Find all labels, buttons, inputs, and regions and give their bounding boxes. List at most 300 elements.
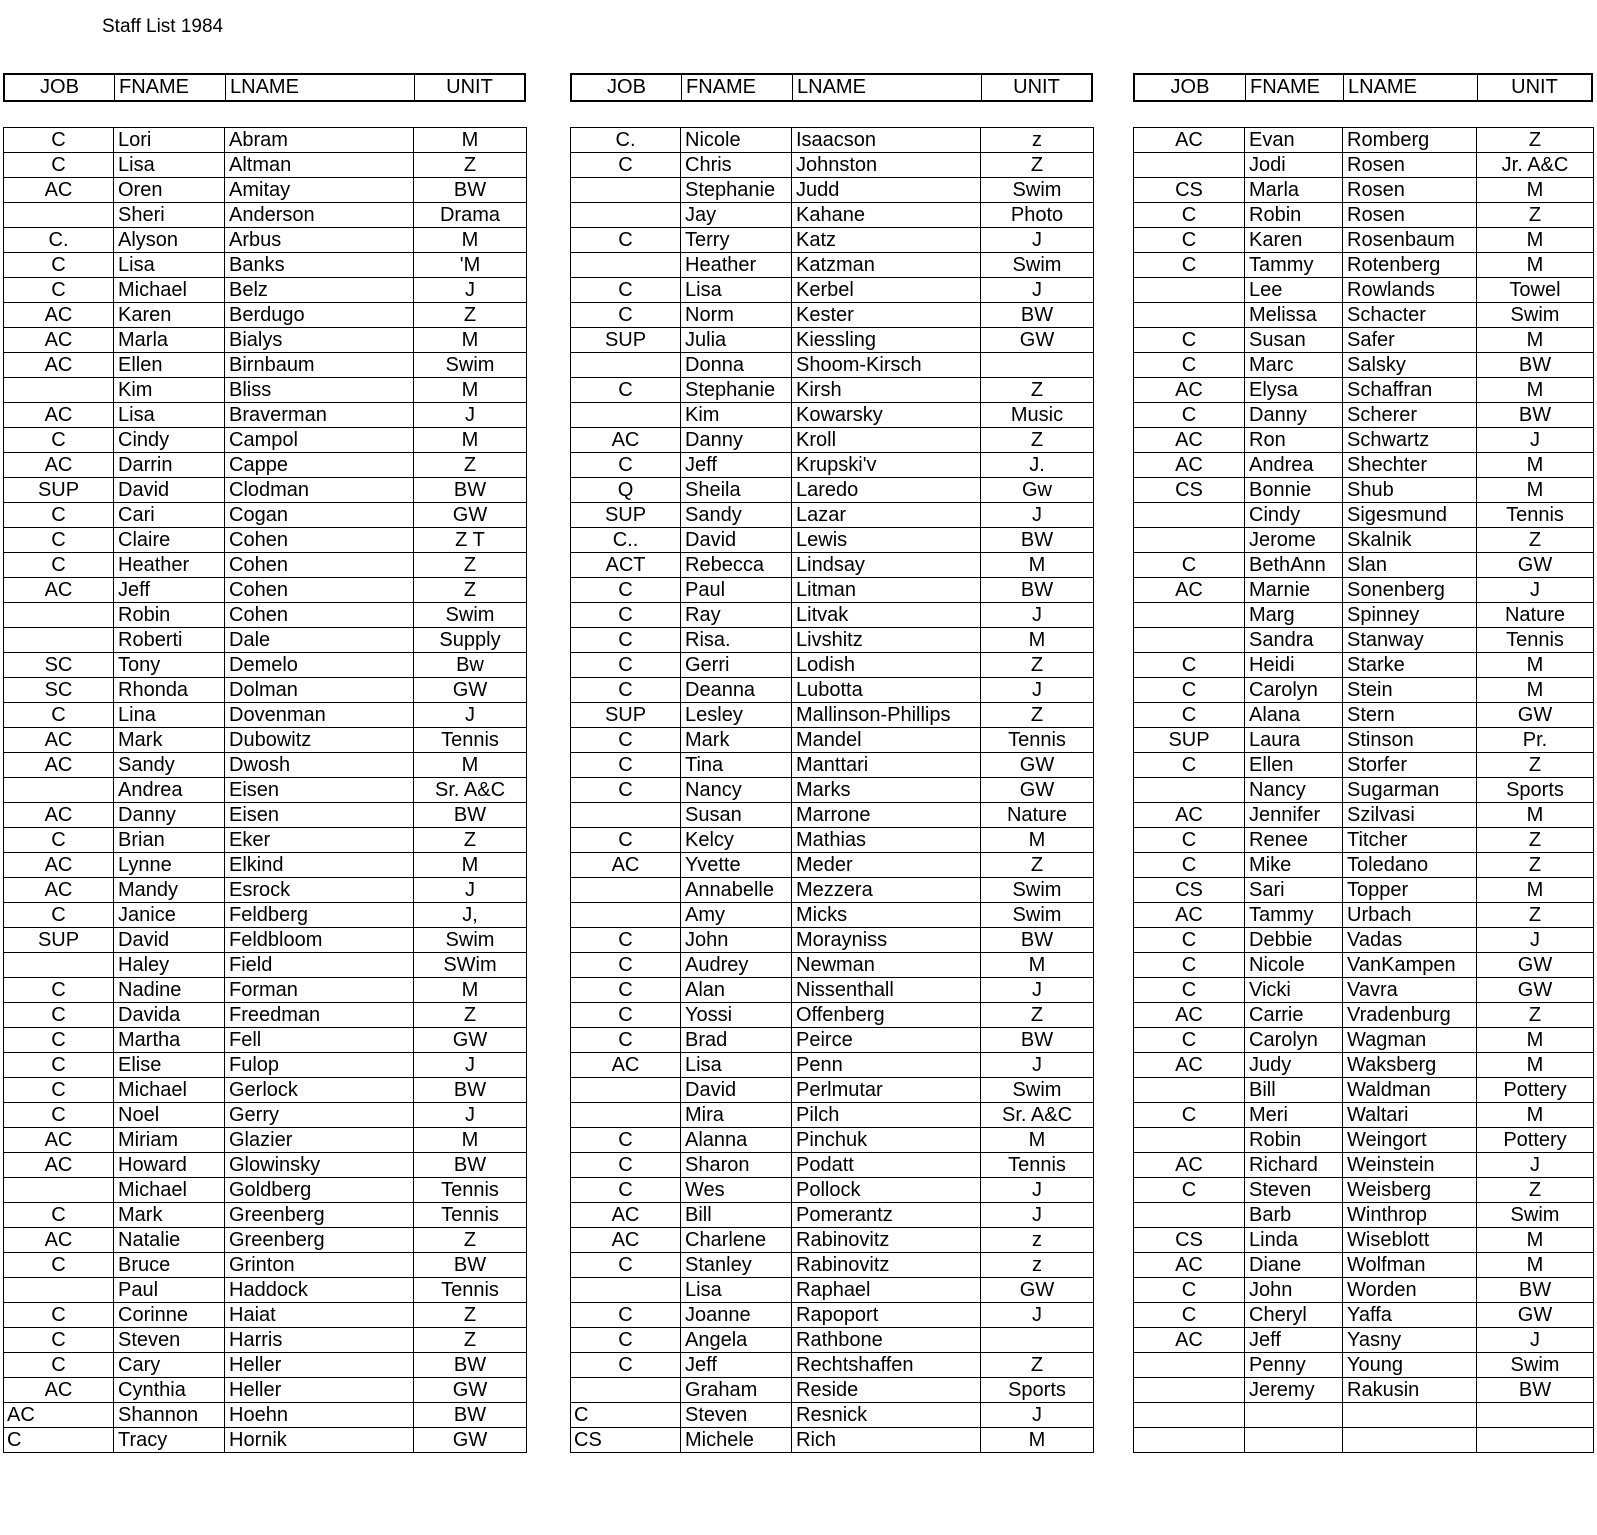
unit-cell: Nature <box>981 803 1094 828</box>
job-cell: C <box>4 1028 114 1053</box>
lname-cell: Rabinovitz <box>792 1228 981 1253</box>
job-cell: C <box>1134 553 1245 578</box>
table-row <box>571 1128 1094 1153</box>
lname-cell: Dubowitz <box>225 728 414 753</box>
lname-cell: Campol <box>225 428 414 453</box>
fname-cell: Bruce <box>114 1253 225 1278</box>
fname-cell: Evan <box>1245 128 1343 153</box>
lname-cell: Skalnik <box>1343 528 1477 553</box>
fname-cell: Bill <box>681 1203 792 1228</box>
fname-cell: Marnie <box>1245 578 1343 603</box>
fname-cell: Jeremy <box>1245 1378 1343 1403</box>
job-cell: C <box>571 628 681 653</box>
job-cell <box>4 203 114 228</box>
lname-cell: Yaffa <box>1343 1303 1477 1328</box>
fname-cell: Nancy <box>681 778 792 803</box>
unit-cell: Towel <box>1477 278 1594 303</box>
fname-cell: Judy <box>1245 1053 1343 1078</box>
fname-cell: Roberti <box>114 628 225 653</box>
fname-cell: Angela <box>681 1328 792 1353</box>
unit-cell <box>1477 1403 1594 1428</box>
lname-cell: Slan <box>1343 553 1477 578</box>
table-row <box>4 653 527 678</box>
job-cell <box>1134 1078 1245 1103</box>
fname-cell: Oren <box>114 178 225 203</box>
job-cell <box>571 878 681 903</box>
lname-cell: Cohen <box>225 553 414 578</box>
table-row <box>571 453 1094 478</box>
table-row <box>571 353 1094 378</box>
job-cell: AC <box>4 1153 114 1178</box>
job-cell: SUP <box>1134 728 1245 753</box>
lname-cell: Katzman <box>792 253 981 278</box>
fname-cell: Vicki <box>1245 978 1343 1003</box>
fname-cell: Sandy <box>681 503 792 528</box>
lname-cell: Urbach <box>1343 903 1477 928</box>
unit-cell: M <box>1477 1103 1594 1128</box>
lname-cell: Cappe <box>225 453 414 478</box>
table-row <box>571 1028 1094 1053</box>
unit-cell: Z <box>1477 528 1594 553</box>
job-cell: C <box>4 428 114 453</box>
lname-cell: Schacter <box>1343 303 1477 328</box>
lname-cell: Cohen <box>225 578 414 603</box>
lname-cell: Schaffran <box>1343 378 1477 403</box>
fname-cell: Risa. <box>681 628 792 653</box>
unit-cell: GW <box>1477 953 1594 978</box>
job-cell: C <box>571 1178 681 1203</box>
unit-cell: J <box>981 1303 1094 1328</box>
table-row <box>1134 1228 1594 1253</box>
fname-cell: Terry <box>681 228 792 253</box>
lname-cell: Katz <box>792 228 981 253</box>
table-row <box>4 703 527 728</box>
unit-cell: Pottery <box>1477 1128 1594 1153</box>
job-cell <box>571 803 681 828</box>
job-cell: C <box>1134 1178 1245 1203</box>
fname-cell: Danny <box>114 803 225 828</box>
job-cell: C <box>4 153 114 178</box>
job-cell: C <box>1134 1103 1245 1128</box>
lname-cell: Weisberg <box>1343 1178 1477 1203</box>
unit-cell: M <box>1477 1228 1594 1253</box>
fname-cell: Brian <box>114 828 225 853</box>
fname-cell: Nicole <box>681 128 792 153</box>
job-cell: CS <box>571 1428 681 1453</box>
fname-cell: John <box>681 928 792 953</box>
unit-cell: GW <box>414 678 527 703</box>
unit-cell: Jr. A&C <box>1477 153 1594 178</box>
unit-cell: Swim <box>981 878 1094 903</box>
job-cell: C <box>571 1003 681 1028</box>
unit-cell: Swim <box>981 1078 1094 1103</box>
header-fname: FNAME <box>115 75 226 100</box>
unit-cell: BW <box>981 928 1094 953</box>
job-cell <box>1134 503 1245 528</box>
table-row <box>1134 803 1594 828</box>
header-lname: LNAME <box>226 75 415 100</box>
unit-cell: z <box>981 1253 1094 1278</box>
table-row <box>4 853 527 878</box>
job-cell: C <box>571 1353 681 1378</box>
table-row <box>571 1228 1094 1253</box>
lname-cell: Meder <box>792 853 981 878</box>
job-cell: C <box>571 1328 681 1353</box>
unit-cell: Sports <box>1477 778 1594 803</box>
table-row <box>4 478 527 503</box>
table-row <box>1134 553 1594 578</box>
unit-cell: M <box>1477 178 1594 203</box>
unit-cell: J <box>981 278 1094 303</box>
table-row <box>1134 703 1594 728</box>
unit-cell: J <box>414 1103 527 1128</box>
fname-cell: Mike <box>1245 853 1343 878</box>
fname-cell: Nancy <box>1245 778 1343 803</box>
table-row <box>4 1028 527 1053</box>
job-cell: C <box>4 1003 114 1028</box>
job-cell: C <box>4 1303 114 1328</box>
header-job: JOB <box>1135 75 1246 100</box>
fname-cell: Deanna <box>681 678 792 703</box>
table-row <box>571 378 1094 403</box>
table-row <box>4 1303 527 1328</box>
job-cell: C <box>1134 403 1245 428</box>
fname-cell: Lina <box>114 703 225 728</box>
fname-cell: Laura <box>1245 728 1343 753</box>
unit-cell: M <box>1477 878 1594 903</box>
fname-cell <box>1245 1428 1343 1453</box>
table-row <box>571 1203 1094 1228</box>
unit-cell: M <box>981 1128 1094 1153</box>
table-row <box>571 478 1094 503</box>
table-row <box>571 1353 1094 1378</box>
job-cell: AC <box>571 1203 681 1228</box>
table-row <box>4 1053 527 1078</box>
job-cell: AC <box>4 178 114 203</box>
unit-cell: Z <box>414 1303 527 1328</box>
unit-cell: Z <box>981 428 1094 453</box>
table-row <box>4 353 527 378</box>
fname-cell: Audrey <box>681 953 792 978</box>
table-row <box>571 578 1094 603</box>
fname-cell: Lori <box>114 128 225 153</box>
fname-cell: Lisa <box>681 278 792 303</box>
unit-cell: M <box>1477 453 1594 478</box>
unit-cell: Pottery <box>1477 1078 1594 1103</box>
lname-cell: Harris <box>225 1328 414 1353</box>
job-cell: C <box>4 253 114 278</box>
job-cell: C <box>571 1403 681 1428</box>
unit-cell: Z <box>414 578 527 603</box>
fname-cell: Jeff <box>681 1353 792 1378</box>
fname-cell: Diane <box>1245 1253 1343 1278</box>
lname-cell: Kiessling <box>792 328 981 353</box>
fname-cell: Lynne <box>114 853 225 878</box>
table-row <box>571 953 1094 978</box>
fname-cell: Paul <box>681 578 792 603</box>
lname-cell: Dwosh <box>225 753 414 778</box>
lname-cell: Haiat <box>225 1303 414 1328</box>
job-cell: SUP <box>571 328 681 353</box>
unit-cell: Tennis <box>1477 503 1594 528</box>
fname-cell: Tracy <box>114 1428 225 1453</box>
lname-cell: Peirce <box>792 1028 981 1053</box>
table-row <box>1134 1328 1594 1353</box>
lname-cell: Clodman <box>225 478 414 503</box>
job-cell: C <box>1134 1028 1245 1053</box>
unit-cell: Sports <box>981 1378 1094 1403</box>
job-cell: AC <box>571 1053 681 1078</box>
table-row <box>1134 978 1594 1003</box>
table-row <box>1134 853 1594 878</box>
fname-cell: Karen <box>114 303 225 328</box>
fname-cell: Cindy <box>1245 503 1343 528</box>
unit-cell: GW <box>414 1428 527 1453</box>
fname-cell: Rhonda <box>114 678 225 703</box>
table-row <box>1134 1278 1594 1303</box>
fname-cell: Karen <box>1245 228 1343 253</box>
fname-cell: Carrie <box>1245 1003 1343 1028</box>
job-cell: C <box>1134 353 1245 378</box>
job-cell: C <box>571 1128 681 1153</box>
unit-cell: Z <box>1477 203 1594 228</box>
staff-table-1 <box>3 127 527 1453</box>
unit-cell: M <box>981 1428 1094 1453</box>
lname-cell: Waksberg <box>1343 1053 1477 1078</box>
table-row <box>4 628 527 653</box>
unit-cell: Z <box>981 653 1094 678</box>
fname-cell: Cheryl <box>1245 1303 1343 1328</box>
unit-cell: BW <box>414 803 527 828</box>
job-cell: C <box>4 1053 114 1078</box>
table-row <box>571 278 1094 303</box>
table-row <box>4 303 527 328</box>
job-cell: C <box>571 1303 681 1328</box>
unit-cell: BW <box>414 1153 527 1178</box>
lname-cell: Rosen <box>1343 178 1477 203</box>
unit-cell: Z <box>1477 1003 1594 1028</box>
lname-cell: Banks <box>225 253 414 278</box>
fname-cell: Lisa <box>114 403 225 428</box>
job-cell: C <box>4 978 114 1003</box>
job-cell: SUP <box>571 703 681 728</box>
fname-cell: Ron <box>1245 428 1343 453</box>
fname-cell: David <box>681 1078 792 1103</box>
fname-cell: Heather <box>114 553 225 578</box>
job-cell <box>1134 278 1245 303</box>
unit-cell: Z <box>981 853 1094 878</box>
table-row <box>1134 1053 1594 1078</box>
job-cell: AC <box>1134 803 1245 828</box>
lname-cell: Reside <box>792 1378 981 1403</box>
header-job: JOB <box>5 75 115 100</box>
lname-cell: Goldberg <box>225 1178 414 1203</box>
unit-cell: GW <box>981 328 1094 353</box>
unit-cell: 'M <box>414 253 527 278</box>
unit-cell: Swim <box>981 903 1094 928</box>
job-cell <box>1134 1428 1245 1453</box>
job-cell: AC <box>1134 378 1245 403</box>
unit-cell: M <box>1477 378 1594 403</box>
job-cell: AC <box>4 878 114 903</box>
job-cell: SUP <box>4 478 114 503</box>
unit-cell: Tennis <box>981 1153 1094 1178</box>
unit-cell: M <box>414 978 527 1003</box>
unit-cell: Z <box>414 303 527 328</box>
lname-cell: Altman <box>225 153 414 178</box>
fname-cell: Cynthia <box>114 1378 225 1403</box>
unit-cell: Swim <box>1477 1353 1594 1378</box>
unit-cell: Z <box>1477 903 1594 928</box>
table-row <box>1134 153 1594 178</box>
unit-cell: GW <box>414 503 527 528</box>
lname-cell: Cogan <box>225 503 414 528</box>
table-row <box>4 1328 527 1353</box>
job-cell: SC <box>4 653 114 678</box>
table-row <box>1134 128 1594 153</box>
lname-cell: Judd <box>792 178 981 203</box>
lname-cell: Abram <box>225 128 414 153</box>
lname-cell: Bliss <box>225 378 414 403</box>
table-row <box>4 578 527 603</box>
lname-cell: Starke <box>1343 653 1477 678</box>
unit-cell: BW <box>981 303 1094 328</box>
fname-cell: Mandy <box>114 878 225 903</box>
lname-cell: Mallinson-Phillips <box>792 703 981 728</box>
table-row <box>4 453 527 478</box>
table-row <box>571 803 1094 828</box>
unit-cell: BW <box>1477 353 1594 378</box>
unit-cell: J <box>1477 578 1594 603</box>
table-row <box>4 1178 527 1203</box>
table-row <box>4 178 527 203</box>
fname-cell: Lisa <box>114 253 225 278</box>
fname-cell: Joanne <box>681 1303 792 1328</box>
lname-cell: Pollock <box>792 1178 981 1203</box>
job-cell: AC <box>4 728 114 753</box>
table-row <box>571 1178 1094 1203</box>
table-row <box>1134 928 1594 953</box>
job-cell: C <box>1134 928 1245 953</box>
job-cell: C <box>1134 203 1245 228</box>
lname-cell: Kester <box>792 303 981 328</box>
unit-cell: J <box>414 278 527 303</box>
unit-cell: Z <box>981 378 1094 403</box>
table-row <box>1134 953 1594 978</box>
table-row <box>1134 1003 1594 1028</box>
fname-cell: BethAnn <box>1245 553 1343 578</box>
job-cell: AC <box>571 1228 681 1253</box>
job-cell: AC <box>4 1128 114 1153</box>
lname-cell: Rakusin <box>1343 1378 1477 1403</box>
fname-cell: Steven <box>1245 1178 1343 1203</box>
table-row <box>1134 228 1594 253</box>
job-cell <box>1134 628 1245 653</box>
lname-cell: Pomerantz <box>792 1203 981 1228</box>
header-unit: UNIT <box>446 76 493 98</box>
job-cell: C <box>4 128 114 153</box>
table-row <box>1134 428 1594 453</box>
job-cell: AC <box>4 578 114 603</box>
table-row <box>1134 528 1594 553</box>
unit-cell: Nature <box>1477 603 1594 628</box>
lname-cell: Cohen <box>225 603 414 628</box>
fname-cell: Jennifer <box>1245 803 1343 828</box>
lname-cell: Kowarsky <box>792 403 981 428</box>
lname-cell: Offenberg <box>792 1003 981 1028</box>
table-row <box>1134 1428 1594 1453</box>
table-row <box>571 328 1094 353</box>
job-cell: AC <box>1134 1003 1245 1028</box>
fname-cell: Alanna <box>681 1128 792 1153</box>
job-cell: AC <box>4 753 114 778</box>
fname-cell: Annabelle <box>681 878 792 903</box>
lname-cell: Belz <box>225 278 414 303</box>
job-cell: C <box>571 453 681 478</box>
fname-cell: Howard <box>114 1153 225 1178</box>
job-cell: C <box>1134 703 1245 728</box>
table-row <box>4 1253 527 1278</box>
fname-cell: Cary <box>114 1353 225 1378</box>
lname-cell: Rowlands <box>1343 278 1477 303</box>
job-cell: AC <box>4 853 114 878</box>
job-cell: AC <box>1134 1328 1245 1353</box>
job-cell <box>571 1103 681 1128</box>
page-title: Staff List 1984 <box>102 16 224 37</box>
lname-cell: Fell <box>225 1028 414 1053</box>
fname-cell: Lisa <box>114 153 225 178</box>
fname-cell: David <box>681 528 792 553</box>
unit-cell: M <box>1477 1053 1594 1078</box>
lname-cell: Winthrop <box>1343 1203 1477 1228</box>
unit-cell: BW <box>414 178 527 203</box>
fname-cell: Cari <box>114 503 225 528</box>
lname-cell: Lewis <box>792 528 981 553</box>
job-cell <box>4 603 114 628</box>
unit-cell: GW <box>1477 553 1594 578</box>
unit-cell: Z <box>414 828 527 853</box>
table-row <box>571 503 1094 528</box>
table-row <box>571 678 1094 703</box>
unit-cell: M <box>414 853 527 878</box>
fname-cell: Kelcy <box>681 828 792 853</box>
unit-cell: Swim <box>414 353 527 378</box>
unit-cell: Z <box>414 553 527 578</box>
unit-cell: Z <box>414 153 527 178</box>
lname-cell: Schwartz <box>1343 428 1477 453</box>
fname-cell: Jeff <box>114 578 225 603</box>
table-row <box>571 528 1094 553</box>
table-row <box>1134 628 1594 653</box>
lname-cell: Safer <box>1343 328 1477 353</box>
lname-cell: Wolfman <box>1343 1253 1477 1278</box>
lname-cell: Weinstein <box>1343 1153 1477 1178</box>
fname-cell: Marla <box>1245 178 1343 203</box>
table-row <box>1134 878 1594 903</box>
job-cell: AC <box>1134 128 1245 153</box>
table-row <box>4 403 527 428</box>
fname-cell: Darrin <box>114 453 225 478</box>
job-cell <box>571 1078 681 1103</box>
table-row <box>1134 1153 1594 1178</box>
table-row <box>4 753 527 778</box>
unit-cell: J, <box>414 903 527 928</box>
fname-cell: Julia <box>681 328 792 353</box>
fname-cell: Danny <box>1245 403 1343 428</box>
lname-cell: Fulop <box>225 1053 414 1078</box>
table-row <box>1134 1178 1594 1203</box>
table-row <box>4 903 527 928</box>
